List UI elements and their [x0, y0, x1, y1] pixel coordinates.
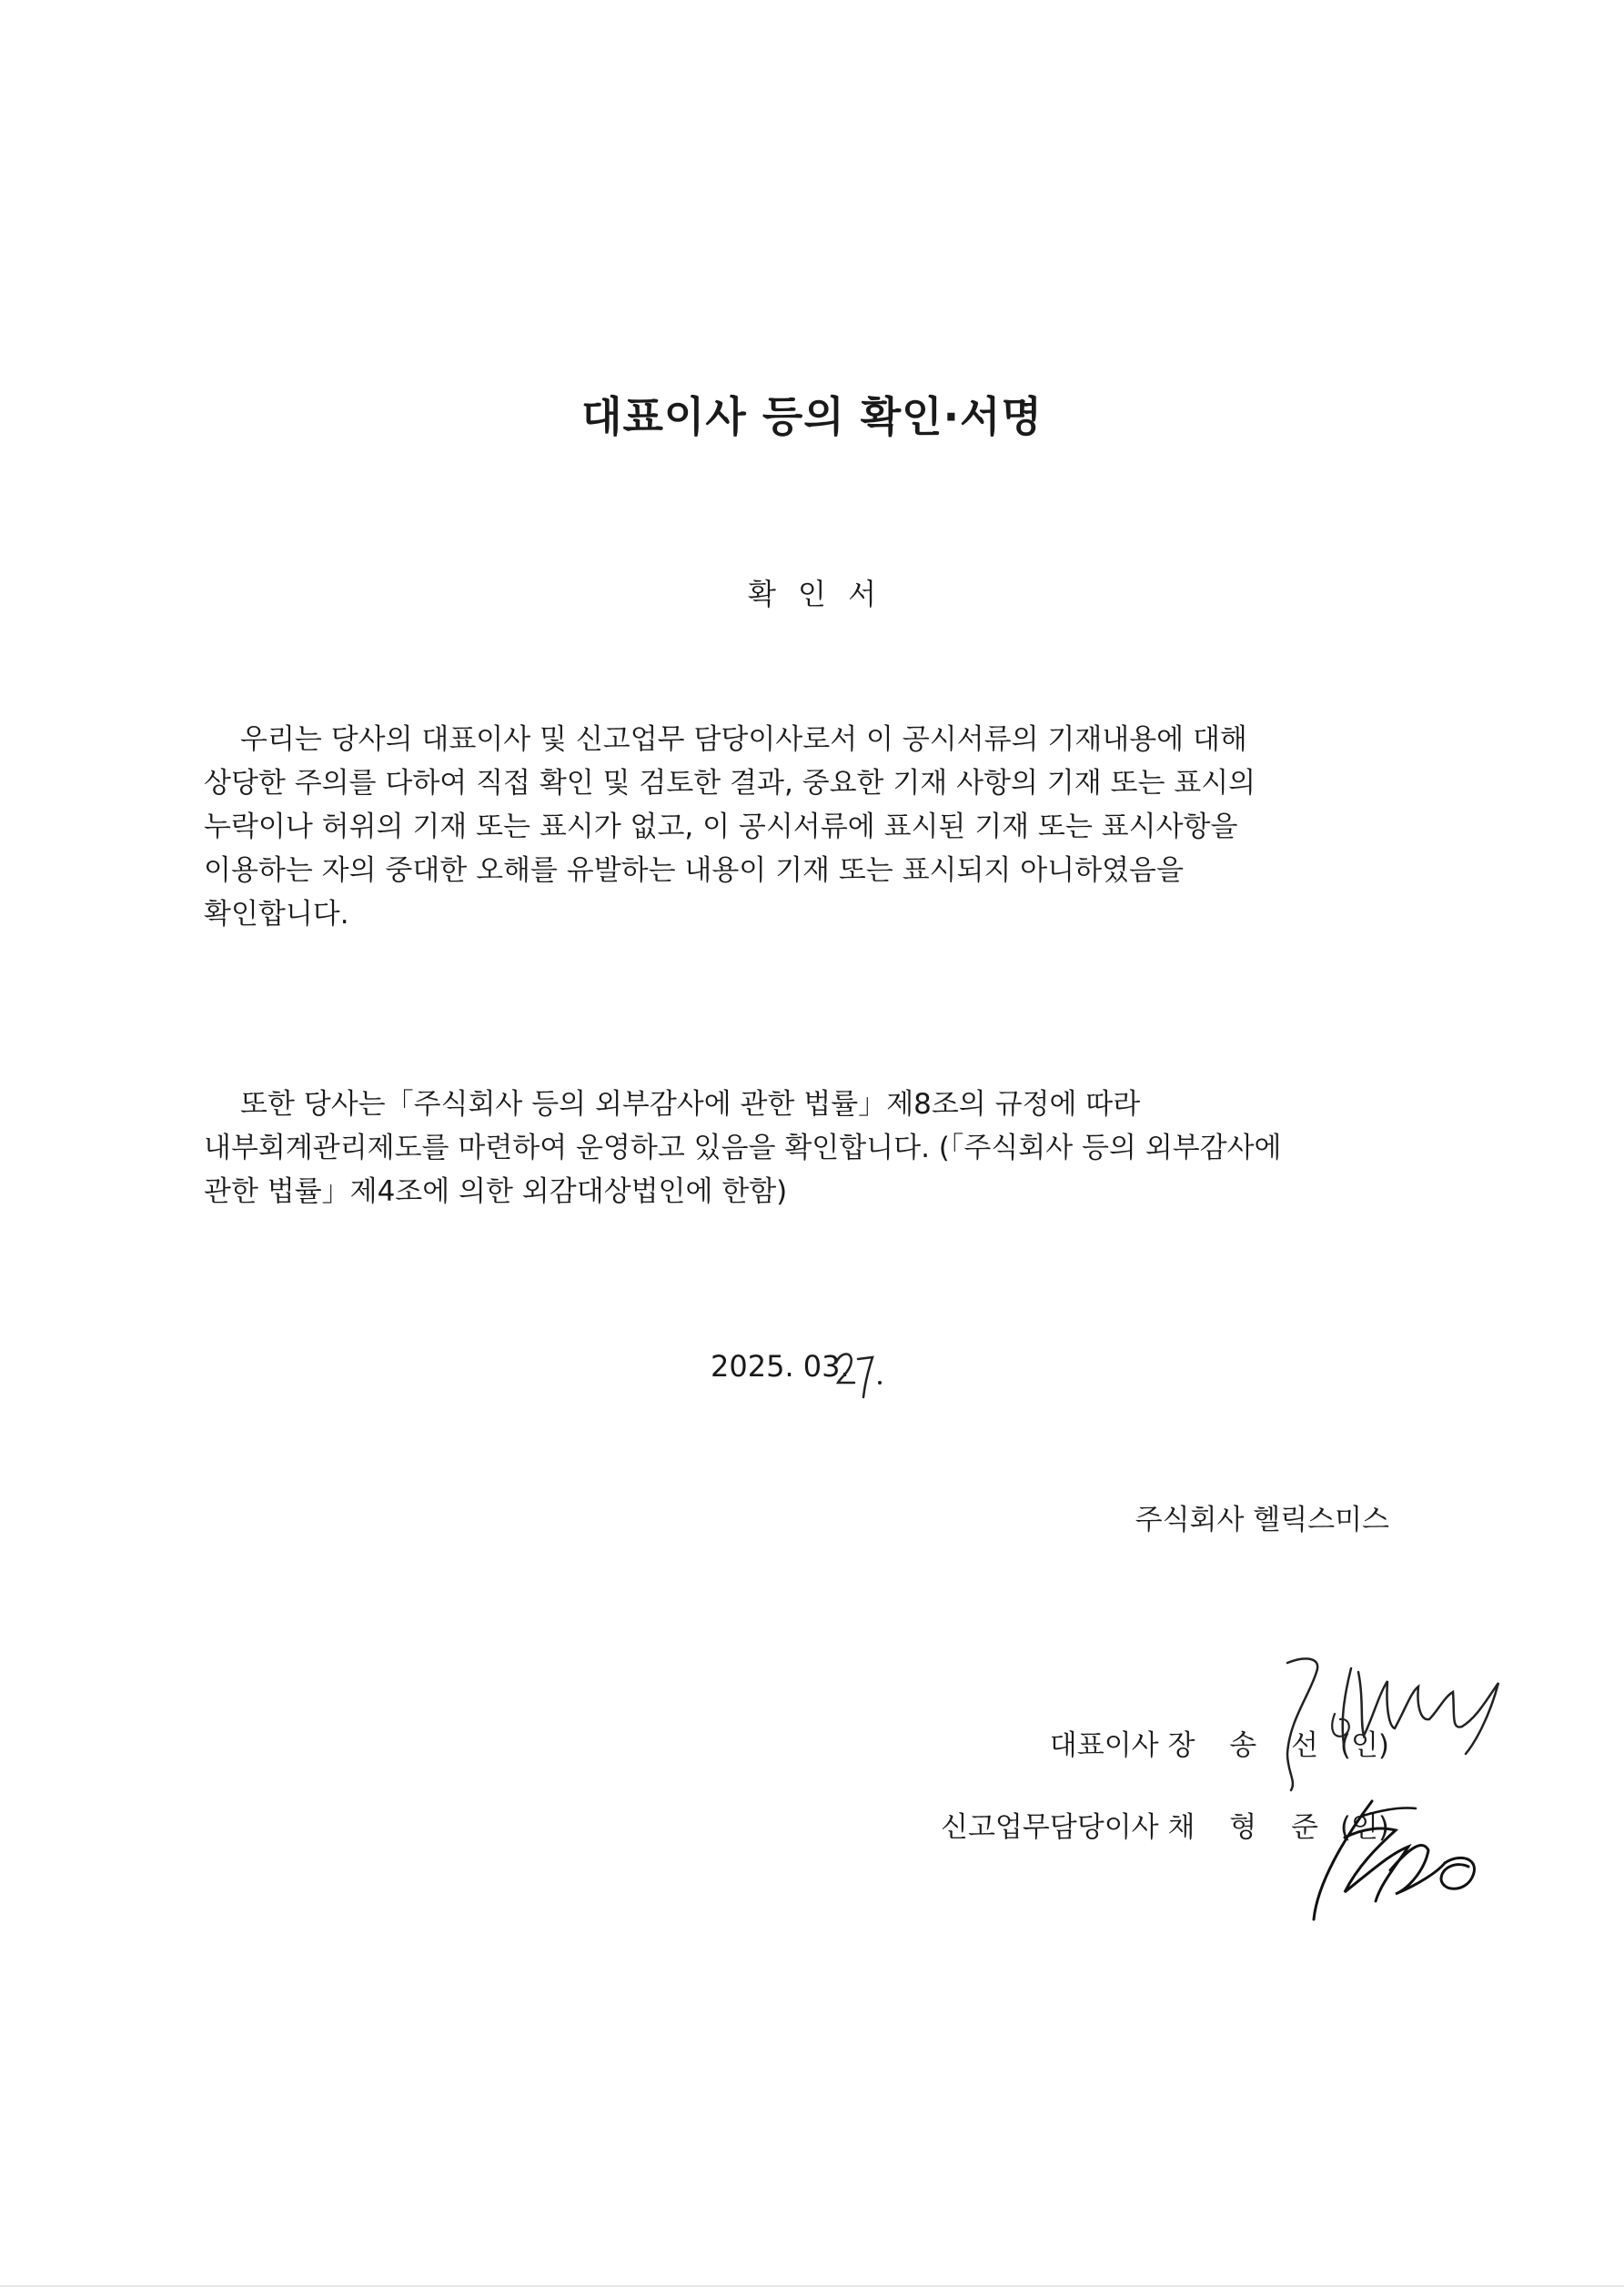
- paragraph-line: 관한 법률」제4조에 의한 외감대상법인에 한함): [204, 1175, 788, 1208]
- seal-mark: (인): [1339, 1729, 1389, 1762]
- paragraph-line: 내부회계관리제도를 마련하여 운영하고 있음을 확인합니다. (「주식회사 등의 외부감사에: [204, 1132, 1282, 1164]
- document-title: 대표이사 등의 확인·서명: [581, 392, 1043, 441]
- document-date: 2025. 03.: [711, 1349, 850, 1384]
- scan-edge-divider: [0, 2285, 1624, 2287]
- document-subtitle: 확 인 서: [747, 577, 877, 611]
- seal-mark: (인): [1339, 1811, 1389, 1844]
- paragraph-line: 상당한 주의를 다하여 직접 확인 및 검토한 결과, 중요한 기재 사항의 기재 또는 표시의: [204, 767, 1256, 800]
- paragraph-line: 또한 당사는「주식회사 등의 외부감사에 관한 법률」제8조의 규정에 따라: [240, 1088, 1141, 1121]
- paragraph-line: 누락이나 허위의 기재 또는 표시가 없고, 이 공시서류에 표시된 기재 또는 표시사항을: [204, 811, 1238, 843]
- company-name: 주식회사 헬릭스미스: [1135, 1504, 1389, 1536]
- handwritten-date-day: [832, 1337, 887, 1401]
- officer-handwritten-signature: [1308, 1783, 1490, 1928]
- signer-name: 장 송 선: [1167, 1729, 1331, 1762]
- signer-role: 신고업무담당이사: [941, 1811, 1159, 1844]
- confirmation-paragraph: [204, 718, 1432, 936]
- paragraph-line: 확인합니다.: [204, 898, 349, 931]
- paragraph-line: 우리는 당사의 대표이사 및 신고업무 담당이사로서 이 공시서류의 기재내용에 대해: [240, 723, 1247, 756]
- paragraph-line: 이용하는 자의 중대한 오해를 유발하는 내용이 기재 또는 표시되지 아니하였음을: [204, 854, 1184, 887]
- signer-role: 대표이사: [1049, 1729, 1159, 1762]
- signer-name: 채 형 준: [1167, 1811, 1331, 1844]
- internal-control-paragraph: [204, 1083, 1432, 1213]
